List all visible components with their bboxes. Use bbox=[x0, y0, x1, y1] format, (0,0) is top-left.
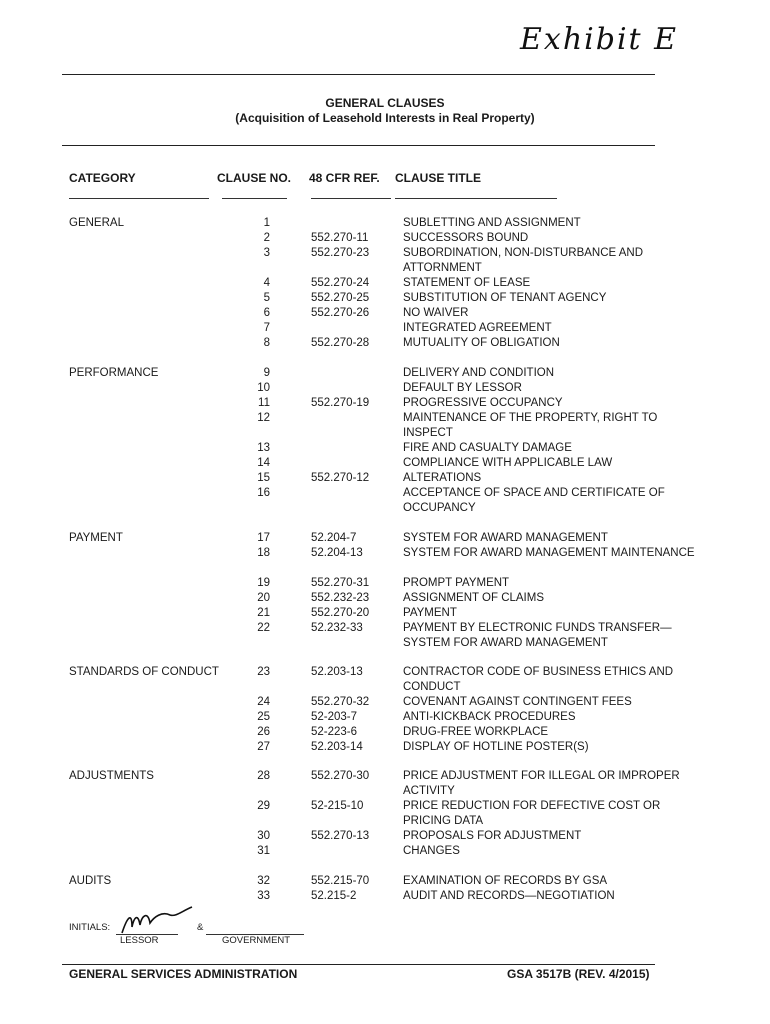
table-row bbox=[0, 276, 770, 291]
category-label: STANDARDS OF CONDUCT bbox=[69, 666, 219, 678]
clause-number: 1 bbox=[263, 217, 270, 229]
column-underline bbox=[222, 198, 287, 199]
clause-title: EXAMINATION OF RECORDS BY GSA bbox=[403, 875, 608, 887]
cfr-reference: 52-203-7 bbox=[311, 711, 358, 723]
clause-title: PRICE REDUCTION FOR DEFECTIVE COST OR PRICING DATA bbox=[403, 800, 661, 827]
initials-ampersand: & bbox=[197, 922, 204, 933]
cfr-reference: 552.270-23 bbox=[311, 247, 370, 259]
clause-title: DEFAULT BY LESSOR bbox=[403, 382, 522, 394]
cfr-reference: 552.270-12 bbox=[311, 472, 370, 484]
initials-label: INITIALS: bbox=[69, 922, 111, 933]
table-row bbox=[0, 606, 770, 621]
clause-section bbox=[0, 531, 770, 651]
category-label: PAYMENT bbox=[69, 532, 123, 544]
clause-number: 3 bbox=[263, 247, 270, 259]
table-row bbox=[0, 769, 770, 799]
table-row bbox=[0, 366, 770, 381]
table-row bbox=[0, 546, 770, 576]
table-row bbox=[0, 725, 770, 740]
clause-number: 7 bbox=[263, 322, 270, 334]
table-row bbox=[0, 381, 770, 396]
clause-section bbox=[0, 769, 770, 859]
clause-title: NO WAIVER bbox=[403, 307, 469, 319]
government-label: GOVERNMENT bbox=[222, 935, 291, 946]
table-row bbox=[0, 441, 770, 456]
clause-title: CHANGES bbox=[403, 845, 460, 857]
clause-title: SYSTEM FOR AWARD MANAGEMENT MAINTENANCE bbox=[403, 547, 695, 559]
table-row bbox=[0, 231, 770, 246]
column-underline bbox=[311, 198, 391, 199]
clause-number: 9 bbox=[263, 367, 270, 379]
clause-number: 18 bbox=[257, 547, 270, 559]
footer-form-number: GSA 3517B (REV. 4/2015) bbox=[507, 967, 650, 981]
category-label: PERFORMANCE bbox=[69, 367, 159, 379]
lessor-signature bbox=[118, 905, 198, 937]
table-row bbox=[0, 216, 770, 231]
cfr-reference: 52.203-14 bbox=[311, 741, 363, 753]
table-row bbox=[0, 471, 770, 486]
category-label: ADJUSTMENTS bbox=[69, 770, 154, 782]
clause-number: 14 bbox=[257, 457, 270, 469]
cfr-reference: 552.270-25 bbox=[311, 292, 370, 304]
clause-number: 23 bbox=[257, 666, 270, 678]
clause-number: 8 bbox=[263, 337, 270, 349]
clause-number: 29 bbox=[257, 800, 270, 812]
clause-number: 31 bbox=[257, 845, 270, 857]
clause-number: 11 bbox=[258, 397, 270, 409]
cfr-reference: 552.270-31 bbox=[311, 577, 370, 589]
clause-title: SUBLETTING AND ASSIGNMENT bbox=[403, 217, 581, 229]
footer-agency: GENERAL SERVICES ADMINISTRATION bbox=[69, 967, 298, 981]
table-row bbox=[0, 874, 770, 889]
category-label: AUDITS bbox=[69, 875, 112, 887]
cfr-reference: 52.204-7 bbox=[311, 532, 357, 544]
header-rule bbox=[62, 145, 655, 146]
cfr-reference: 552.270-28 bbox=[311, 337, 370, 349]
clause-title: ASSIGNMENT OF CLAIMS bbox=[403, 592, 545, 604]
column-underline bbox=[395, 198, 557, 199]
column-header-cfr-ref: 48 CFR REF. bbox=[309, 171, 380, 185]
cfr-reference: 552.270-26 bbox=[311, 307, 370, 319]
clause-title: ACCEPTANCE OF SPACE AND CERTIFICATE OF OCCUPANCY bbox=[403, 487, 665, 514]
table-row bbox=[0, 740, 770, 755]
clause-section bbox=[0, 216, 770, 351]
table-row bbox=[0, 411, 770, 441]
clause-title: SYSTEM FOR AWARD MANAGEMENT bbox=[403, 532, 608, 544]
clause-number: 33 bbox=[257, 890, 270, 902]
lessor-label: LESSOR bbox=[120, 935, 159, 946]
clause-number: 10 bbox=[257, 382, 270, 394]
column-underline bbox=[69, 198, 209, 199]
clause-title: SUBSTITUTION OF TENANT AGENCY bbox=[403, 292, 607, 304]
table-row bbox=[0, 396, 770, 411]
clause-number: 22 bbox=[257, 622, 270, 634]
cfr-reference: 52-223-6 bbox=[311, 726, 358, 738]
clause-title: DELIVERY AND CONDITION bbox=[403, 367, 555, 379]
table-row bbox=[0, 576, 770, 591]
cfr-reference: 552.270-19 bbox=[311, 397, 370, 409]
clause-number: 32 bbox=[257, 875, 270, 887]
table-row bbox=[0, 844, 770, 859]
clause-number: 15 bbox=[257, 472, 270, 484]
column-header-clause-no: CLAUSE NO. bbox=[217, 171, 292, 185]
table-row bbox=[0, 710, 770, 725]
document-title: GENERAL CLAUSES bbox=[325, 96, 445, 110]
clause-title: PROMPT PAYMENT bbox=[403, 577, 510, 589]
clause-section bbox=[0, 665, 770, 755]
clause-title: INTEGRATED AGREEMENT bbox=[403, 322, 552, 334]
table-row bbox=[0, 889, 770, 904]
clause-number: 26 bbox=[257, 726, 270, 738]
cfr-reference: 552.215-70 bbox=[311, 875, 370, 887]
cfr-reference: 552.270-32 bbox=[311, 696, 370, 708]
clause-title: ANTI-KICKBACK PROCEDURES bbox=[403, 711, 576, 723]
clause-number: 24 bbox=[257, 696, 270, 708]
clause-number: 13 bbox=[257, 442, 270, 454]
clause-title: SUBORDINATION, NON-DISTURBANCE AND ATTORNMENT bbox=[403, 247, 644, 274]
clause-title: STATEMENT OF LEASE bbox=[403, 277, 531, 289]
clause-number: 5 bbox=[263, 292, 270, 304]
clause-title: SUCCESSORS BOUND bbox=[403, 232, 529, 244]
clause-title: FIRE AND CASUALTY DAMAGE bbox=[403, 442, 572, 454]
clause-title: MAINTENANCE OF THE PROPERTY, RIGHT TO INSPECT bbox=[403, 412, 658, 439]
cfr-reference: 52.204-13 bbox=[311, 547, 363, 559]
clause-number: 28 bbox=[257, 770, 270, 782]
table-row bbox=[0, 336, 770, 351]
table-row bbox=[0, 486, 770, 516]
clause-number: 2 bbox=[263, 232, 270, 244]
footer-rule bbox=[62, 964, 655, 965]
table-row bbox=[0, 456, 770, 471]
table-row bbox=[0, 291, 770, 306]
clause-title: AUDIT AND RECORDS—NEGOTIATION bbox=[403, 890, 615, 902]
table-row bbox=[0, 531, 770, 546]
clause-title: PRICE ADJUSTMENT FOR ILLEGAL OR IMPROPER ACTIVITY bbox=[403, 770, 680, 797]
clause-title: PAYMENT bbox=[403, 607, 457, 619]
table-row bbox=[0, 306, 770, 321]
column-header-category: CATEGORY bbox=[69, 171, 136, 185]
table-row bbox=[0, 321, 770, 336]
document-subtitle: (Acquisition of Leasehold Interests in Real Property) bbox=[235, 111, 535, 125]
column-header-clause-title: CLAUSE TITLE bbox=[395, 171, 481, 185]
clause-number: 6 bbox=[263, 307, 270, 319]
clause-section bbox=[0, 874, 770, 904]
table-row bbox=[0, 591, 770, 606]
cfr-reference: 552.270-11 bbox=[311, 232, 369, 244]
clause-number: 20 bbox=[257, 592, 270, 604]
cfr-reference: 552.232-23 bbox=[311, 592, 370, 604]
clause-number: 27 bbox=[257, 741, 270, 753]
cfr-reference: 552.270-13 bbox=[311, 830, 370, 842]
clause-title: PROPOSALS FOR ADJUSTMENT bbox=[403, 830, 582, 842]
clause-title: PROGRESSIVE OCCUPANCY bbox=[403, 397, 563, 409]
clause-number: 30 bbox=[257, 830, 270, 842]
table-row bbox=[0, 665, 770, 695]
top-rule bbox=[62, 74, 655, 75]
clause-number: 25 bbox=[257, 711, 270, 723]
cfr-reference: 52.215-2 bbox=[311, 890, 357, 902]
cfr-reference: 52-215-10 bbox=[311, 800, 364, 812]
clause-number: 17 bbox=[257, 532, 270, 544]
clause-title: DRUG-FREE WORKPLACE bbox=[403, 726, 549, 738]
cfr-reference: 52.232-33 bbox=[311, 622, 363, 634]
clause-title: COMPLIANCE WITH APPLICABLE LAW bbox=[403, 457, 613, 469]
clause-title: MUTUALITY OF OBLIGATION bbox=[403, 337, 560, 349]
cfr-reference: 552.270-24 bbox=[311, 277, 370, 289]
table-row bbox=[0, 829, 770, 844]
exhibit-handwritten-label: Exhibit E bbox=[520, 22, 679, 57]
cfr-reference: 552.270-30 bbox=[311, 770, 370, 782]
table-row bbox=[0, 799, 770, 829]
clause-number: 12 bbox=[257, 412, 270, 424]
table-row bbox=[0, 246, 770, 276]
clause-number: 16 bbox=[257, 487, 270, 499]
clause-title: ALTERATIONS bbox=[403, 472, 482, 484]
clause-title: CONTRACTOR CODE OF BUSINESS ETHICS AND CONDUCT bbox=[403, 666, 674, 693]
clause-title: DISPLAY OF HOTLINE POSTER(S) bbox=[403, 741, 589, 753]
table-row bbox=[0, 621, 770, 651]
category-label: GENERAL bbox=[69, 217, 124, 229]
clause-number: 4 bbox=[263, 277, 270, 289]
clause-title: PAYMENT BY ELECTRONIC FUNDS TRANSFER—SYSTEM FOR AWARD MANAGEMENT bbox=[403, 622, 672, 649]
cfr-reference: 52.203-13 bbox=[311, 666, 363, 678]
cfr-reference: 552.270-20 bbox=[311, 607, 370, 619]
clause-number: 19 bbox=[257, 577, 270, 589]
clause-title: COVENANT AGAINST CONTINGENT FEES bbox=[403, 696, 632, 708]
clause-section bbox=[0, 366, 770, 516]
table-row bbox=[0, 695, 770, 710]
clause-number: 21 bbox=[257, 607, 270, 619]
